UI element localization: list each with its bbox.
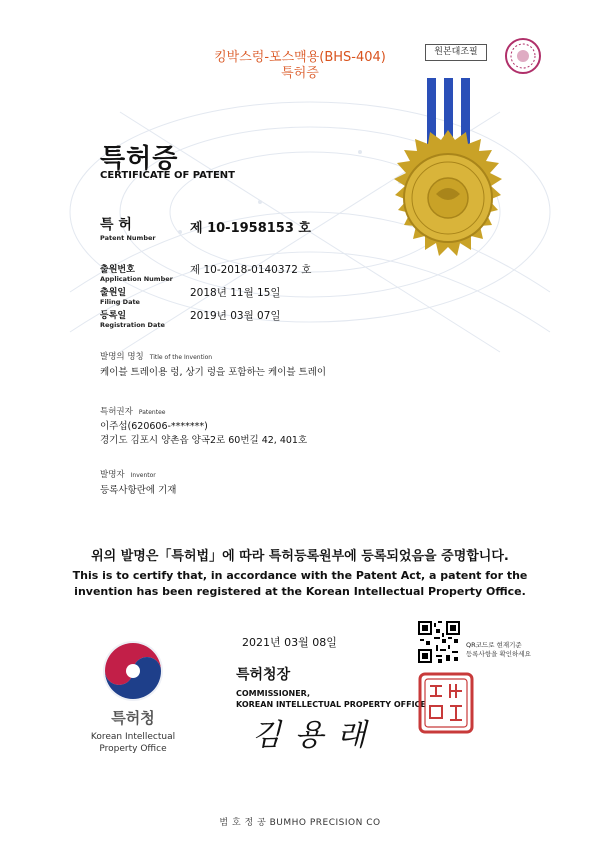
kipo-name-en: Korean Intellectual Property Office bbox=[90, 732, 176, 754]
invention-title-value: 케이블 트레이용 렁, 상기 렁을 포함하는 케이블 트레이 bbox=[100, 367, 327, 378]
footer-company: 범 호 정 공 BUMHO PRECISION CO bbox=[219, 818, 381, 828]
application-number-value: 제 10-2018-0140372 호 bbox=[190, 264, 312, 276]
patentee-name: 이주섭(620606-*******) bbox=[100, 421, 208, 432]
certification-statement-en: This is to certify that, in accordance with the Patent Act, a patent for the invention has been registered at the Korean Intellectual Property Office. bbox=[72, 569, 528, 598]
certificate-title: 특허증 bbox=[100, 144, 179, 174]
patent-number-label: 특 허 Patent Number bbox=[100, 217, 156, 242]
qr-code-icon[interactable] bbox=[418, 621, 460, 663]
issue-date: 2021년 03월 08일 bbox=[242, 636, 337, 649]
patent-number-value: 제 10-1958153 호 bbox=[190, 221, 311, 236]
registration-date-value: 2019년 03월 07일 bbox=[190, 310, 281, 322]
certificate-title-en: CERTIFICATE OF PATENT bbox=[100, 170, 235, 181]
official-seal-icon bbox=[418, 672, 474, 734]
commissioner-signature: 김 용 래 bbox=[252, 718, 369, 753]
application-number-label: 출원번호 Application Number bbox=[100, 265, 173, 283]
inventor-label: 발명자 Inventor bbox=[100, 470, 156, 480]
verification-seal-icon bbox=[503, 36, 543, 76]
kipo-name-ko: 특허청 bbox=[111, 709, 155, 727]
filing-date-value: 2018년 11월 15일 bbox=[190, 287, 281, 299]
commissioner-title-en: COMMISSIONER, KOREAN INTELLECTUAL PROPERTY OFFICE bbox=[236, 689, 426, 709]
gold-seal-icon bbox=[378, 128, 518, 268]
inventor-value: 등록사항란에 기재 bbox=[100, 485, 177, 496]
verification-stamp-box: 원본대조필 bbox=[425, 44, 487, 61]
patentee-address: 경기도 김포시 양촌읍 양곡2로 60번길 42, 401호 bbox=[100, 435, 308, 446]
header-title: 킹박스렁-포스맥용(BHS-404) bbox=[214, 50, 386, 65]
filing-date-label: 출원일 Filing Date bbox=[100, 288, 140, 306]
header-subtitle: 특허증 bbox=[281, 66, 319, 81]
invention-title-label: 발명의 명칭 Title of the Invention bbox=[100, 352, 213, 362]
qr-caption: QR코드로 현재기준 등록사항을 확인하세요 bbox=[466, 641, 531, 658]
certification-statement-ko: 위의 발명은「특허법」에 따라 특허등록원부에 등록되었음을 증명합니다. bbox=[91, 549, 509, 564]
kipo-logo-icon bbox=[100, 638, 166, 704]
commissioner-title: 특허청장 bbox=[236, 667, 291, 683]
registration-date-label: 등록일 Registration Date bbox=[100, 311, 165, 329]
patentee-label: 특허권자 Patentee bbox=[100, 407, 166, 417]
